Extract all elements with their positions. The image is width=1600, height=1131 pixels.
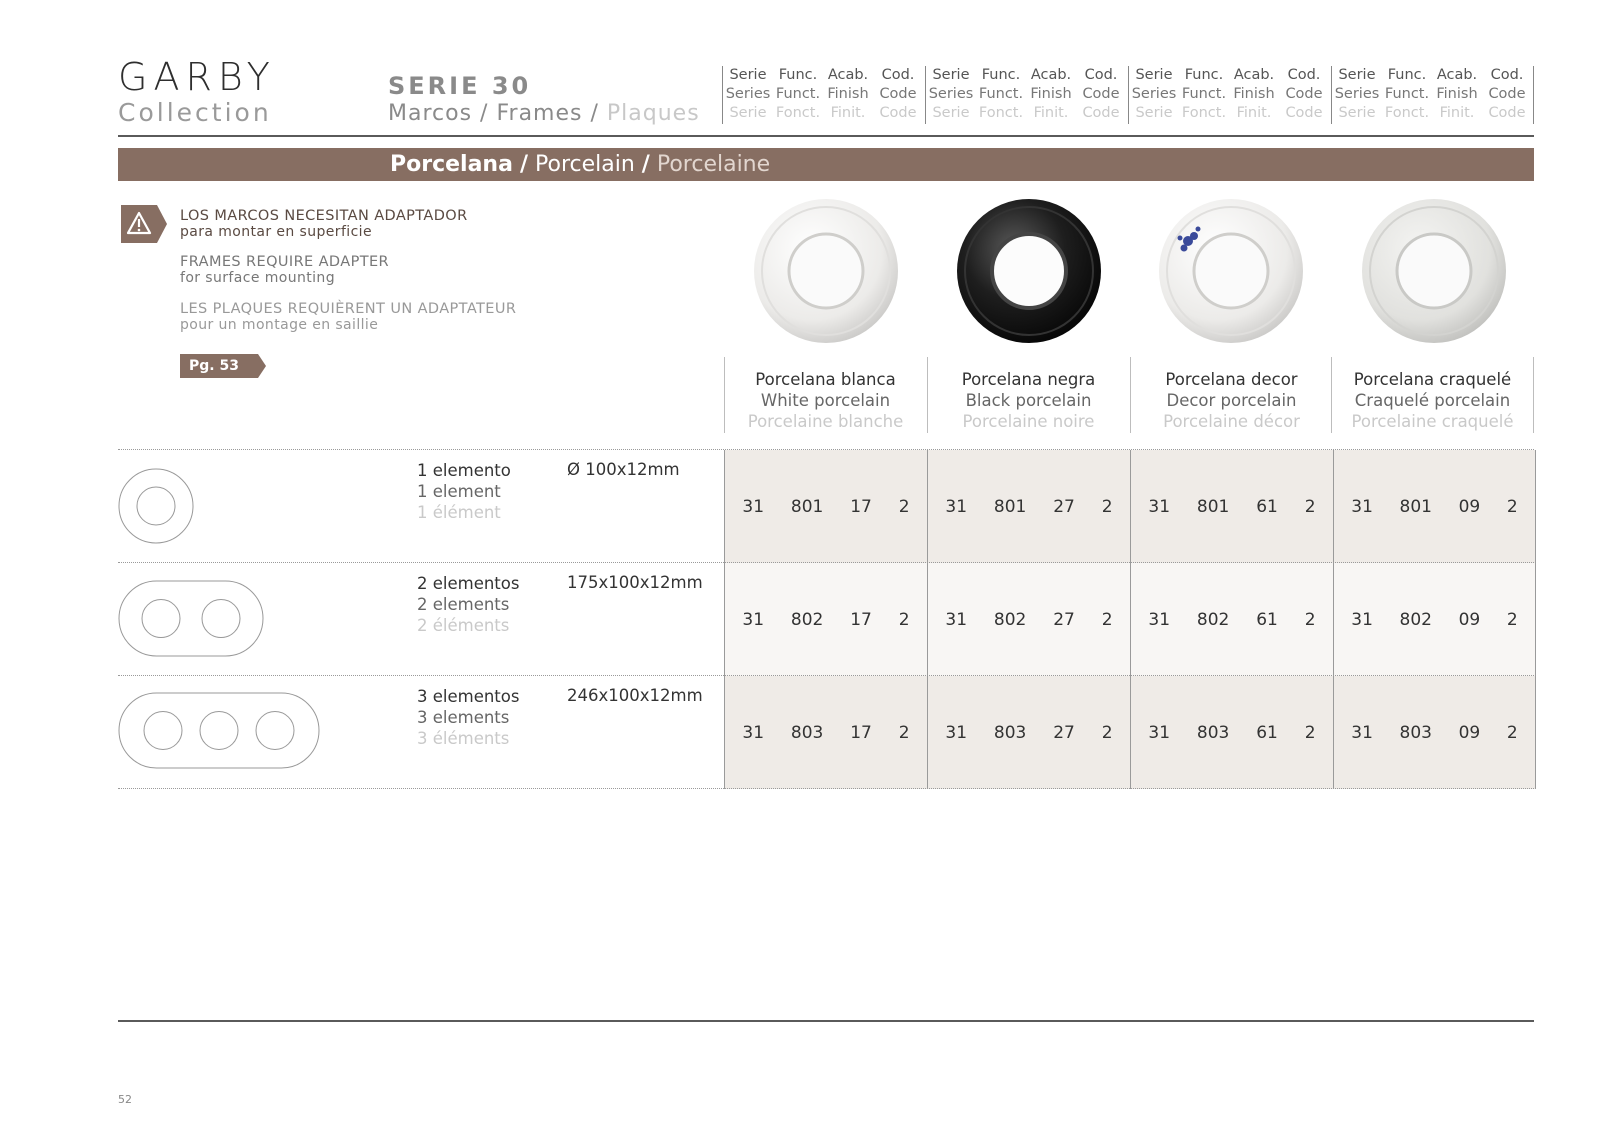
code-serie: 31 — [945, 609, 968, 630]
frame-3-elements-drawing — [118, 692, 322, 776]
column-header-es: Serie — [1135, 67, 1173, 83]
code-func: 802 — [1196, 609, 1230, 630]
column-header-en: Code — [879, 86, 917, 102]
product-code-cell — [724, 676, 927, 789]
column-header-fr: Serie — [932, 105, 970, 121]
column-header-es: Func. — [778, 67, 818, 83]
column-header-cell — [1076, 66, 1126, 124]
note-fr — [180, 301, 516, 333]
column-header-cell — [1332, 66, 1382, 124]
code-func: 801 — [993, 496, 1027, 517]
column-header-fr: Code — [879, 105, 917, 121]
row-dimensions: 175x100x12mm — [567, 573, 703, 592]
column-header-end-rule — [1533, 66, 1534, 124]
row-label-es: 1 elemento — [417, 461, 511, 480]
product-name-en: Black porcelain — [965, 391, 1092, 410]
column-header-cell — [1179, 66, 1229, 124]
product-name-fr: Porcelaine blanche — [747, 412, 904, 431]
column-header-en: Finish — [1030, 86, 1072, 102]
column-header-fr: Finit. — [1439, 105, 1475, 121]
column-header-group — [1128, 66, 1329, 124]
code-serie: 31 — [1148, 496, 1171, 517]
code-finish: 27 — [1053, 496, 1075, 517]
row-description — [417, 573, 519, 636]
column-header-fr: Code — [1285, 105, 1323, 121]
code-func: 803 — [1399, 722, 1432, 743]
frame-1-element-drawing — [118, 468, 198, 552]
footer-rule — [118, 1020, 1534, 1022]
row-dimensions: Ø 100x12mm — [567, 460, 680, 479]
code-finish: 09 — [1458, 496, 1481, 517]
column-header-fr: Code — [1488, 105, 1526, 121]
product-code-cell — [724, 563, 927, 676]
frame-2-elements-drawing — [118, 580, 268, 664]
code-finish: 61 — [1256, 496, 1278, 517]
black-porcelain-frame-image — [954, 196, 1104, 346]
column-header-cell — [926, 66, 976, 124]
craquele-porcelain-frame-image — [1359, 196, 1509, 346]
product-label — [724, 357, 926, 433]
note-en-upper: FRAMES REQUIRE ADAPTER — [180, 254, 390, 270]
code-serie: 31 — [1148, 609, 1171, 630]
column-header-es: Serie — [932, 67, 970, 83]
row-label-en: 3 elements — [417, 708, 510, 727]
page-number: 52 — [118, 1093, 132, 1106]
code-code: 2 — [1101, 722, 1113, 743]
header-rule — [118, 135, 1534, 137]
decor-porcelain-frame-image — [1156, 196, 1306, 346]
code-serie: 31 — [742, 609, 765, 630]
band-sep-1: / — [519, 152, 528, 177]
code-serie: 31 — [742, 722, 765, 743]
code-finish: 61 — [1256, 722, 1278, 743]
frames-es: Marcos — [388, 101, 473, 126]
band-es: Porcelana — [390, 152, 513, 177]
row-dimensions: 246x100x12mm — [567, 686, 703, 705]
row-label-es: 3 elementos — [417, 687, 520, 706]
column-header-cell — [723, 66, 773, 124]
product-code-cell — [1333, 563, 1536, 676]
product-name-es: Porcelana negra — [961, 370, 1096, 389]
code-func: 802 — [1399, 609, 1432, 630]
page-reference-label: Pg. 53 — [189, 358, 239, 374]
product-name-es: Porcelana blanca — [755, 370, 896, 389]
frames-sep-2: / — [590, 101, 599, 126]
product-label — [927, 357, 1129, 433]
note-fr-upper: LES PLAQUES REQUIÈRENT UN ADAPTATEUR — [180, 301, 517, 317]
code-finish: 09 — [1458, 609, 1481, 630]
column-header-en: Series — [725, 86, 771, 102]
code-finish: 17 — [850, 722, 872, 743]
brand-title: GARBY — [118, 55, 276, 99]
column-header-cell — [873, 66, 923, 124]
column-header-en: Code — [1488, 86, 1526, 102]
column-header-fr: Serie — [729, 105, 767, 121]
code-func: 801 — [1399, 496, 1432, 517]
column-header-en: Series — [928, 86, 974, 102]
code-code: 2 — [898, 722, 910, 743]
series-title: SERIE 30 — [388, 72, 532, 100]
product-code-cell — [1333, 676, 1536, 789]
column-header-group — [1331, 66, 1532, 124]
column-header-en: Finish — [1233, 86, 1275, 102]
row-label-en: 1 element — [417, 482, 501, 501]
column-header-fr: Finit. — [1236, 105, 1272, 121]
product-label — [1331, 357, 1533, 433]
note-es-upper: LOS MARCOS NECESITAN ADAPTADOR — [180, 208, 468, 224]
product-code-cell — [927, 563, 1130, 676]
column-header-en: Finish — [1436, 86, 1478, 102]
column-header-es: Serie — [1338, 67, 1376, 83]
code-finish: 17 — [850, 609, 872, 630]
note-fr-lower: pour un montage en saillie — [180, 317, 379, 333]
product-code-cell — [927, 676, 1130, 789]
code-finish: 09 — [1458, 722, 1481, 743]
column-header-en: Code — [1082, 86, 1120, 102]
product-labels-end-rule — [1533, 357, 1534, 433]
code-serie: 31 — [1351, 722, 1373, 743]
product-name-fr: Porcelaine noire — [962, 412, 1095, 431]
column-header-fr: Fonct. — [1181, 105, 1227, 121]
code-serie: 31 — [1351, 609, 1373, 630]
column-header-es: Func. — [1184, 67, 1224, 83]
band-sep-2: / — [641, 152, 650, 177]
code-code: 2 — [898, 609, 910, 630]
product-name-es: Porcelana craquelé — [1353, 370, 1512, 389]
column-header-en: Funct. — [978, 86, 1024, 102]
frames-fr: Plaques — [606, 101, 700, 126]
code-code: 2 — [1101, 496, 1113, 517]
white-porcelain-frame-image — [751, 196, 901, 346]
column-header-fr: Serie — [1135, 105, 1173, 121]
code-func: 801 — [790, 496, 824, 517]
column-header-en: Funct. — [775, 86, 821, 102]
code-serie: 31 — [1148, 722, 1171, 743]
frames-en: Frames — [496, 101, 583, 126]
code-code: 2 — [1304, 722, 1316, 743]
code-code: 2 — [1506, 722, 1518, 743]
code-code: 2 — [1101, 609, 1113, 630]
code-code: 2 — [898, 496, 910, 517]
brand-subtitle: Collection — [118, 98, 272, 127]
code-finish: 17 — [850, 496, 872, 517]
product-name-fr: Porcelaine décor — [1163, 412, 1300, 431]
column-header-group — [925, 66, 1126, 124]
column-header-cell — [976, 66, 1026, 124]
product-name-en: White porcelain — [760, 391, 891, 410]
column-header-en: Funct. — [1181, 86, 1227, 102]
code-serie: 31 — [1351, 496, 1373, 517]
code-serie: 31 — [945, 722, 968, 743]
product-code-cell — [1333, 450, 1536, 563]
column-header-fr: Fonct. — [978, 105, 1024, 121]
code-code: 2 — [1506, 496, 1518, 517]
column-header-cell — [1229, 66, 1279, 124]
column-header-es: Cod. — [1490, 67, 1524, 83]
column-header-en: Series — [1334, 86, 1380, 102]
row-label-en: 2 elements — [417, 595, 510, 614]
band-fr: Porcelaine — [656, 152, 771, 177]
code-serie: 31 — [945, 496, 968, 517]
column-header-fr: Fonct. — [1384, 105, 1430, 121]
column-header-group — [722, 66, 923, 124]
column-header-es: Cod. — [881, 67, 915, 83]
column-header-cell — [823, 66, 873, 124]
column-header-es: Serie — [729, 67, 767, 83]
material-band-title — [390, 148, 770, 181]
product-name-en: Decor porcelain — [1166, 391, 1297, 410]
column-header-cell — [1279, 66, 1329, 124]
product-label — [1130, 357, 1332, 433]
code-finish: 61 — [1256, 609, 1278, 630]
product-code-cell — [1130, 563, 1333, 676]
material-band — [118, 148, 1534, 181]
column-header-cell — [1026, 66, 1076, 124]
column-header-en: Code — [1285, 86, 1323, 102]
page-reference-link[interactable] — [180, 354, 266, 378]
row-label-fr: 1 élément — [417, 503, 501, 522]
code-code: 2 — [1506, 609, 1518, 630]
frames-title — [388, 101, 700, 126]
column-header-fr: Serie — [1338, 105, 1376, 121]
code-code: 2 — [1304, 496, 1316, 517]
column-header-es: Cod. — [1084, 67, 1118, 83]
column-header-en: Funct. — [1384, 86, 1430, 102]
column-header-cell — [1482, 66, 1532, 124]
note-en — [180, 254, 389, 286]
column-header-es: Func. — [981, 67, 1021, 83]
code-finish: 27 — [1053, 609, 1075, 630]
code-finish: 27 — [1053, 722, 1075, 743]
code-func: 802 — [993, 609, 1027, 630]
column-header-en: Series — [1131, 86, 1177, 102]
row-label-es: 2 elementos — [417, 574, 520, 593]
column-header-fr: Fonct. — [775, 105, 821, 121]
code-code: 2 — [1304, 609, 1316, 630]
column-header-cell — [1129, 66, 1179, 124]
product-code-cell — [724, 450, 927, 563]
frames-sep-1: / — [480, 101, 489, 126]
code-func: 802 — [790, 609, 824, 630]
column-header-es: Acab. — [1436, 67, 1478, 83]
note-es-lower: para montar en superficie — [180, 224, 372, 240]
row-divider — [118, 788, 1534, 789]
product-name-en: Craquelé porcelain — [1354, 391, 1511, 410]
note-es — [180, 208, 468, 240]
row-description — [417, 460, 511, 523]
column-header-fr: Finit. — [830, 105, 866, 121]
code-func: 803 — [1196, 722, 1230, 743]
column-header-fr: Finit. — [1033, 105, 1069, 121]
row-label-fr: 3 éléments — [417, 729, 510, 748]
code-func: 803 — [993, 722, 1027, 743]
column-header-es: Acab. — [1030, 67, 1072, 83]
product-code-cell — [927, 450, 1130, 563]
column-header-es: Acab. — [827, 67, 869, 83]
column-header-cell — [1382, 66, 1432, 124]
column-header-es: Acab. — [1233, 67, 1275, 83]
code-func: 803 — [790, 722, 824, 743]
column-header-es: Cod. — [1287, 67, 1321, 83]
warning-icon — [121, 205, 167, 243]
row-label-fr: 2 éléments — [417, 616, 510, 635]
column-header-cell — [773, 66, 823, 124]
code-serie: 31 — [742, 496, 765, 517]
column-header-fr: Code — [1082, 105, 1120, 121]
column-header-cell — [1432, 66, 1482, 124]
code-func: 801 — [1196, 496, 1230, 517]
note-en-lower: for surface mounting — [180, 270, 335, 286]
product-code-cell — [1130, 676, 1333, 789]
column-header-en: Finish — [827, 86, 869, 102]
column-header-es: Func. — [1387, 67, 1427, 83]
band-en: Porcelain — [535, 152, 635, 177]
product-name-es: Porcelana decor — [1165, 370, 1298, 389]
product-code-cell — [1130, 450, 1333, 563]
row-description — [417, 686, 519, 749]
product-name-fr: Porcelaine craquelé — [1351, 412, 1514, 431]
